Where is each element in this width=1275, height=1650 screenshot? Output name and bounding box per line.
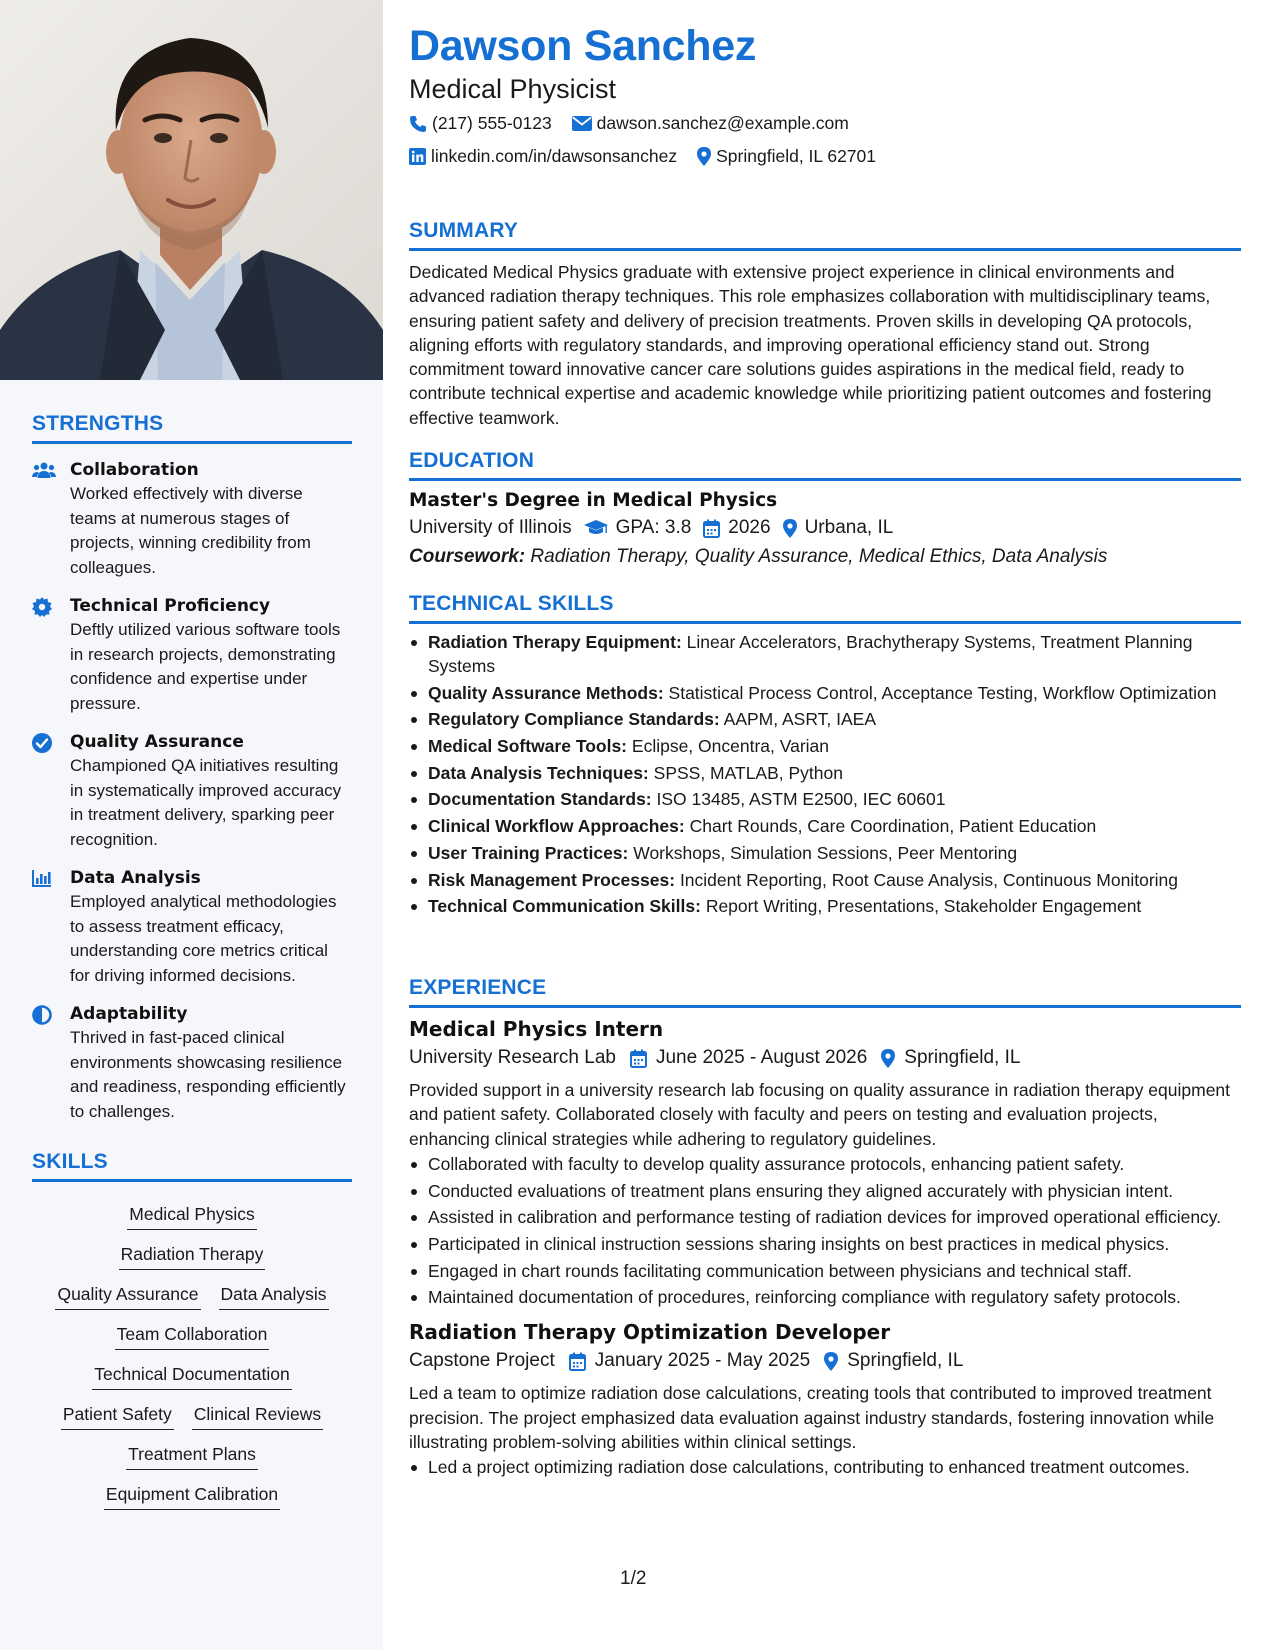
location-text: Springfield, IL 62701: [716, 146, 877, 166]
gear-icon: [32, 594, 70, 716]
strength-item: [32, 730, 352, 852]
list-item: Maintained documentation of procedures, reinforcing compliance with regulatory safety protocols.: [409, 1285, 1241, 1309]
contact-linkedin[interactable]: [409, 146, 677, 167]
strength-title: Data Analysis: [70, 868, 201, 888]
list-item: Assisted in calibration and performance testing of radiation devices for improved operational efficiency.: [409, 1205, 1241, 1229]
list-item: Conducted evaluations of treatment plans ensuring they aligned accurately with physician intent.: [409, 1179, 1241, 1203]
envelope-icon: [572, 116, 592, 131]
list-item: Quality Assurance Methods: Statistical Process Control, Acceptance Testing, Workflow Optimization: [409, 681, 1241, 705]
users-icon: [32, 458, 70, 580]
strength-title: Technical Proficiency: [70, 596, 271, 616]
phone-text: (217) 555-0123: [432, 113, 552, 133]
check-circle-icon: [32, 730, 70, 852]
job-entry: [409, 1017, 1241, 1309]
linkedin-icon: [409, 148, 426, 165]
skill-tag: Medical Physics: [127, 1202, 256, 1230]
list-item: Clinical Workflow Approaches: Chart Rounds, Care Coordination, Patient Education: [409, 814, 1241, 838]
contact-phone: [409, 113, 552, 134]
graduation-cap-icon: [584, 519, 608, 537]
half-circle-icon: [32, 1002, 70, 1124]
experience-section: [409, 976, 1241, 1482]
skills-heading: SKILLS: [32, 1150, 352, 1182]
list-item: Participated in clinical instruction sessions sharing insights on best practices in medical physics.: [409, 1232, 1241, 1256]
sidebar-content: [32, 412, 352, 1510]
sidebar: [0, 0, 383, 1650]
list-item: Led a project optimizing radiation dose calculations, contributing to enhanced treatment outcomes.: [409, 1455, 1241, 1479]
education-meta: [409, 517, 1241, 539]
skill-tag: Radiation Therapy: [119, 1242, 266, 1270]
list-item: Collaborated with faculty to develop quality assurance protocols, enhancing patient safety.: [409, 1152, 1241, 1176]
skill-tag: Clinical Reviews: [192, 1402, 323, 1430]
strength-title: Collaboration: [70, 460, 199, 480]
map-pin-icon: [824, 1352, 838, 1371]
candidate-name: Dawson Sanchez: [409, 22, 757, 70]
job-meta: [409, 1350, 1241, 1372]
page-number: 1/2: [620, 1568, 647, 1589]
school-name: University of Illinois: [409, 517, 572, 538]
technical-skills-section: [409, 592, 1241, 921]
contact-location: [697, 146, 876, 167]
list-item: Risk Management Processes: Incident Reporting, Root Cause Analysis, Continuous Monitoring: [409, 868, 1241, 892]
skill-tag: Data Analysis: [219, 1282, 329, 1310]
contact-row: [409, 113, 869, 134]
bar-chart-icon: [32, 866, 70, 988]
list-item: Regulatory Compliance Standards: AAPM, ASRT, IAEA: [409, 707, 1241, 731]
list-item: User Training Practices: Workshops, Simulation Sessions, Peer Mentoring: [409, 841, 1241, 865]
candidate-title: Medical Physicist: [409, 74, 617, 104]
strength-desc: Thrived in fast-paced clinical environments showcasing resilience and readiness, responding efficiently to challenges.: [70, 1028, 346, 1121]
list-item: Radiation Therapy Equipment: Linear Accelerators, Brachytherapy Systems, Treatment Planning Systems: [409, 630, 1241, 678]
strength-desc: Worked effectively with diverse teams at numerous stages of projects, winning credibility from colleagues.: [70, 484, 311, 577]
coursework: [409, 546, 1241, 568]
technical-skills-heading: TECHNICAL SKILLS: [409, 592, 1241, 624]
job-bullets: [409, 1455, 1241, 1479]
summary-heading: SUMMARY: [409, 219, 1241, 251]
education-section: [409, 449, 1241, 568]
coursework-label: Coursework:: [409, 546, 526, 567]
summary-section: [409, 219, 1241, 430]
strength-item: [32, 458, 352, 580]
contact-row: [409, 146, 896, 167]
list-item: Engaged in chart rounds facilitating communication between physicians and technical staff.: [409, 1259, 1241, 1283]
skill-tag: Patient Safety: [61, 1402, 174, 1430]
list-item: Medical Software Tools: Eclipse, Oncentra, Varian: [409, 734, 1241, 758]
job-dates: June 2025 - August 2026: [655, 1047, 868, 1068]
education-heading: EDUCATION: [409, 449, 1241, 481]
profile-photo: [0, 0, 383, 380]
strength-item: [32, 866, 352, 988]
job-meta: [409, 1047, 1241, 1069]
job-title: Medical Physics Intern: [409, 1017, 664, 1041]
phone-icon: [409, 115, 427, 133]
skill-tag: Team Collaboration: [115, 1322, 270, 1350]
strength-desc: Deftly utilized various software tools in research projects, demonstrating confidence and expertise under pressure.: [70, 620, 341, 713]
job-dates: January 2025 - May 2025: [594, 1350, 811, 1372]
education-location: Urbana, IL: [804, 517, 894, 538]
map-pin-icon: [881, 1049, 895, 1068]
list-item: Technical Communication Skills: Report Writing, Presentations, Stakeholder Engagement: [409, 894, 1241, 918]
job-location: Springfield, IL: [847, 1350, 964, 1372]
degree-title: Master's Degree in Medical Physics: [409, 490, 778, 511]
email-text[interactable]: dawson.sanchez@example.com: [596, 113, 849, 133]
skill-tag: Technical Documentation: [92, 1362, 292, 1390]
coursework-list: Radiation Therapy, Quality Assurance, Medical Ethics, Data Analysis: [530, 546, 1108, 567]
job-org: University Research Lab: [409, 1047, 616, 1068]
skill-tag: Treatment Plans: [126, 1442, 258, 1470]
experience-heading: EXPERIENCE: [409, 976, 1241, 1008]
calendar-icon: [569, 1352, 586, 1371]
job-location: Springfield, IL: [904, 1047, 1021, 1068]
list-item: Data Analysis Techniques: SPSS, MATLAB, Python: [409, 761, 1241, 785]
job-description: Provided support in a university research lab focusing on quality assurance in radiation therapy equipment and patient safety. Collaborated closely with faculty and peers on testing and evaluation projects, enhancing clinical strategies while adhering to regulatory guidelines.: [409, 1080, 1231, 1149]
job-title: Radiation Therapy Optimization Developer: [409, 1320, 891, 1345]
job-org: Capstone Project: [409, 1350, 555, 1372]
linkedin-text[interactable]: linkedin.com/in/dawsonsanchez: [431, 146, 678, 166]
job-description: Led a team to optimize radiation dose calculations, creating tools that contributed to improved treatment precision. The project emphasized data evaluation against industry standards, fostering innovation while illustrating problem-solving abilities within clinical settings.: [409, 1383, 1215, 1452]
strength-item: [32, 1002, 352, 1124]
strength-title: Quality Assurance: [70, 732, 244, 752]
calendar-icon: [630, 1049, 647, 1068]
skill-tag: Quality Assurance: [55, 1282, 200, 1310]
summary-text: Dedicated Medical Physics graduate with extensive project experience in clinical environments and advanced radiation therapy techniques. This role emphasizes collaboration with multidisciplinary teams, ensuring patient safety and delivery of precision treatments. Proven skills in developing QA protocols, aligning efforts with regulatory standards, and improving operational efficiency stand out. Strong commitment toward innovative cancer care solutions guides aspirations in the medical field, ready to contribute technical expertise and academic knowledge while prioritizing patient outcomes and fostering effective teamwork.: [409, 262, 1212, 428]
technical-skills-list: [409, 630, 1241, 918]
skill-tags: [32, 1190, 352, 1510]
job-entry: [409, 1320, 1241, 1479]
graduation-year: 2026: [728, 517, 771, 538]
job-bullets: [409, 1152, 1241, 1309]
strength-desc: Championed QA initiatives resulting in systematically improved accuracy in treatment delivery, sparking peer recognition.: [70, 756, 342, 849]
strengths-heading: STRENGTHS: [32, 412, 352, 444]
contact-email[interactable]: [572, 113, 849, 134]
gpa: GPA: 3.8: [615, 517, 692, 538]
map-pin-icon: [783, 519, 797, 538]
strength-item: [32, 594, 352, 716]
list-item: Documentation Standards: ISO 13485, ASTM E2500, IEC 60601: [409, 787, 1241, 811]
main-content: [409, 0, 1241, 1650]
strength-title: Adaptability: [70, 1004, 188, 1024]
skill-tag: Equipment Calibration: [104, 1482, 280, 1510]
strength-desc: Employed analytical methodologies to assess treatment efficacy, understanding core metrics critical for driving informed decisions.: [70, 892, 337, 985]
calendar-icon: [703, 519, 720, 538]
map-pin-icon: [697, 147, 711, 166]
